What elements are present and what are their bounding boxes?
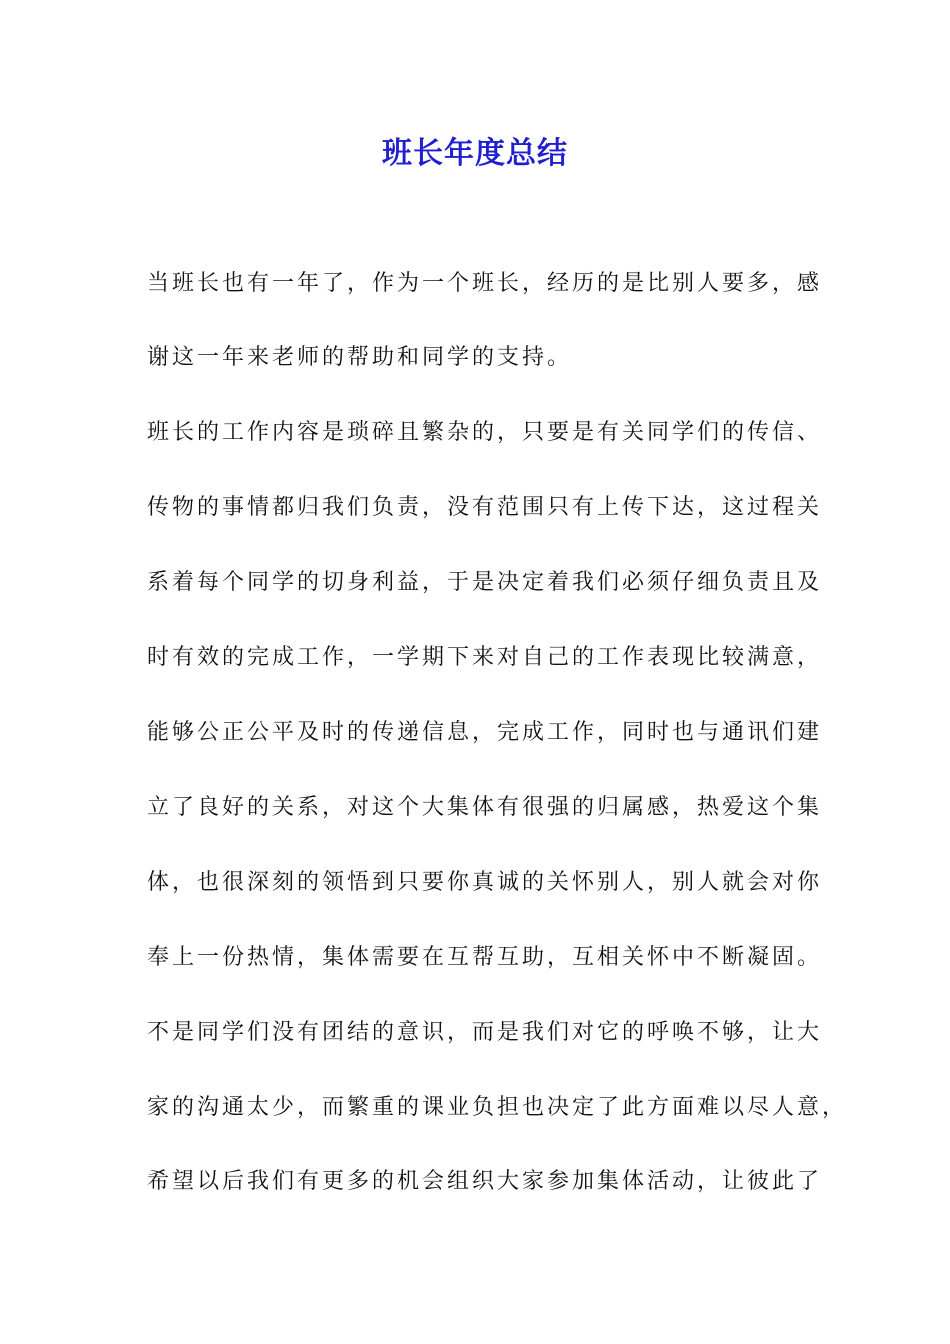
document-title: 班长年度总结 (382, 136, 568, 171)
text-line: 奉上一份热情，集体需要在互帮互助，互相关怀中不断凝固。 (147, 945, 823, 970)
text-line: 时有效的完成工作，一学期下来对自己的工作表现比较满意， (147, 645, 823, 670)
text-line: 班长的工作内容是琐碎且繁杂的，只要是有关同学们的传信、 (147, 420, 823, 445)
text-line: 谢这一年来老师的帮助和同学的支持。 (147, 345, 573, 370)
text-line: 体，也很深刻的领悟到只要你真诚的关怀别人，别人就会对你 (147, 870, 823, 895)
text-line: 希望以后我们有更多的机会组织大家参加集体活动，让彼此了 (147, 1169, 823, 1194)
text-line: 不是同学们没有团结的意识，而是我们对它的呼唤不够，让大 (147, 1020, 823, 1045)
text-line: 当班长也有一年了，作为一个班长，经历的是比别人要多，感 (147, 271, 823, 296)
text-line: 能够公正公平及时的传递信息，完成工作，同时也与通讯们建 (147, 720, 823, 745)
text-line: 立了良好的关系，对这个大集体有很强的归属感，热爱这个集 (147, 795, 823, 820)
text-line: 系着每个同学的切身利益，于是决定着我们必须仔细负责且及 (147, 570, 823, 595)
text-line: 家的沟通太少，而繁重的课业负担也决定了此方面难以尽人意， (147, 1095, 848, 1120)
text-line: 传物的事情都归我们负责，没有范围只有上传下达，这过程关 (147, 495, 823, 520)
